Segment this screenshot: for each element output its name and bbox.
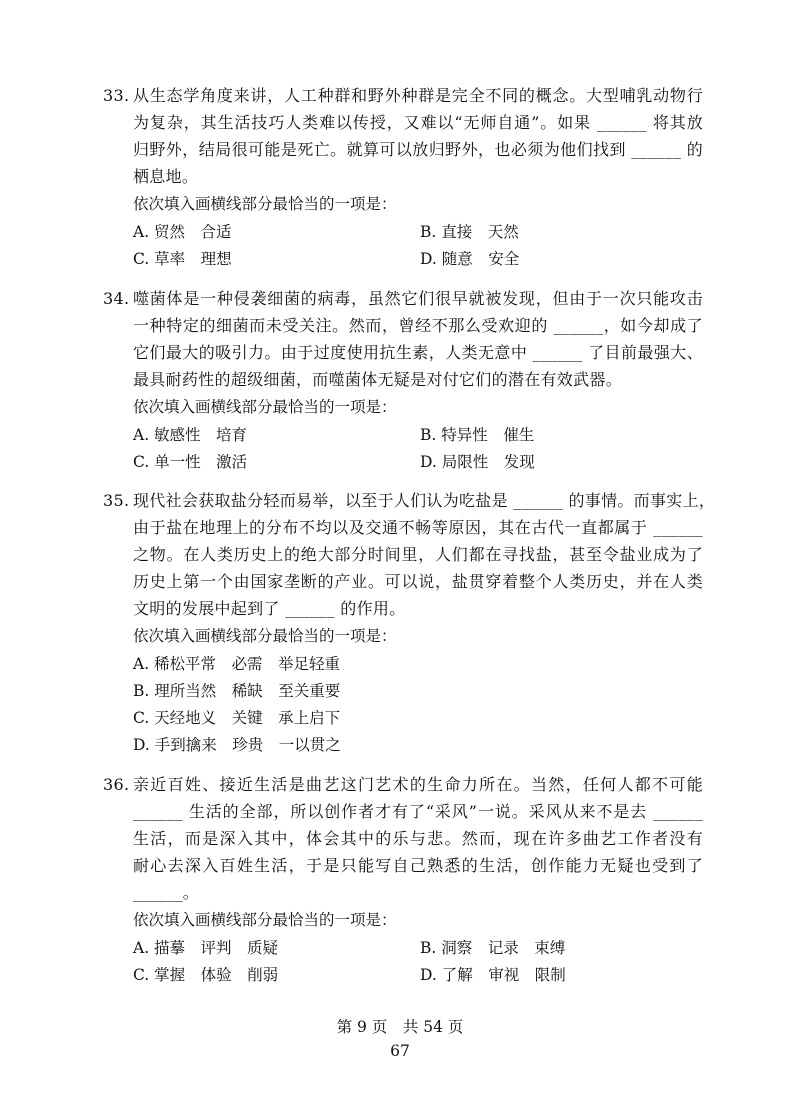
stem-text: 最具耐药性的超级细菌，而噬菌体无疑是对付它们的潜在有效武器。 — [133, 370, 623, 389]
question-stem-line — [103, 568, 703, 595]
stem-text: 亲近百姓、接近生活是曲艺这门艺术的生命力所在。当然，任何人都不可能 — [133, 775, 703, 794]
stem-text: 耐心去深入百姓生活，于是只能写自己熟悉的生活，创作能力无疑也受到了 — [133, 856, 703, 875]
question-prompt: 依次填入画横线部分最恰当的一项是： — [133, 627, 397, 645]
stem-text: 一种特定的细菌而未受关注。然而，曾经不那么受欢迎的 ______，如今却成了 — [133, 316, 703, 335]
question-number: 35. — [103, 491, 130, 510]
option-d: D. 随意 安全 — [420, 250, 520, 268]
question-prompt: 依次填入画横线部分最恰当的一项是： — [133, 911, 397, 929]
option-b: B. 直接 天然 — [420, 223, 519, 241]
question-stem-line — [103, 771, 703, 798]
option-row — [103, 246, 703, 273]
page-count-label: 第 9 页 共 54 页 — [336, 1018, 464, 1036]
question-stem-line — [103, 285, 703, 312]
option-c: C. 掌握 体验 削弱 — [133, 966, 279, 984]
options — [103, 219, 703, 273]
stem-text: ______ 生活的全部，所以创作者才有了“采风”一说。采风从来不是去 ______ — [133, 802, 703, 821]
option-row — [103, 449, 703, 476]
question-number: 34. — [103, 289, 130, 308]
option-row — [103, 962, 703, 989]
stem-text: 由于盐在地理上的分布不均以及交通不畅等原因，其在古代一直都属于 ______ — [133, 518, 703, 537]
option-row — [103, 705, 703, 732]
option-row — [103, 651, 703, 678]
question-stem-line — [103, 825, 703, 852]
question-stem-line — [103, 487, 716, 514]
stem-text: 生活，而是深入其中，体会其中的乐与悲。然而，现在许多曲艺工作者没有 — [133, 829, 703, 848]
option-a: A. 稀松平常 必需 举足轻重 — [133, 655, 341, 673]
option-a: A. 描摹 评判 质疑 — [133, 939, 279, 957]
option-c: C. 单一性 激活 — [133, 453, 248, 471]
option-a: A. 敏感性 培育 — [133, 426, 248, 444]
question-stem-line — [103, 852, 703, 879]
question-stem-line — [103, 339, 703, 366]
question-stem-line — [103, 163, 703, 190]
question-stem-line — [103, 514, 703, 541]
option-d: D. 了解 审视 限制 — [420, 966, 566, 984]
stem-text: 之物。在人类历史上的绝大部分时间里，人们都在寻找盐，甚至令盐业成为了 — [133, 545, 703, 564]
option-b: B. 洞察 记录 束缚 — [420, 939, 566, 957]
option-row — [103, 422, 703, 449]
question-stem-line — [103, 366, 703, 393]
question-33 — [103, 82, 703, 273]
question-stem-line — [103, 541, 703, 568]
question-stem-line — [103, 798, 703, 825]
option-a: A. 贸然 合适 — [133, 223, 232, 241]
stem-text: 历史上第一个由国家垄断的产业。可以说，盐贯穿着整个人类历史，并在人类 — [133, 572, 703, 591]
question-stem-line — [103, 312, 703, 339]
question-number: 36. — [103, 775, 130, 794]
stem-text: 栖息地。 — [133, 167, 199, 186]
stem-text: ______。 — [133, 883, 200, 902]
question-35 — [103, 487, 716, 759]
question-36 — [103, 771, 703, 989]
question-prompt: 依次填入画横线部分最恰当的一项是： — [133, 195, 397, 213]
option-row — [103, 732, 703, 759]
question-stem-line — [103, 136, 703, 163]
option-row — [103, 678, 703, 705]
question-stem-line — [103, 82, 703, 109]
page-number: 67 — [390, 1042, 410, 1060]
stem-text: 现代社会获取盐分轻而易举，以至于人们认为吃盐是 ______ 的事情。而事实上， — [133, 491, 716, 510]
options — [103, 422, 703, 476]
option-c: C. 草率 理想 — [133, 250, 232, 268]
stem-text: 文明的发展中起到了 ______ 的作用。 — [133, 599, 406, 618]
option-b: B. 特异性 催生 — [420, 426, 535, 444]
option-d: D. 手到擒来 珍贵 一以贯之 — [133, 736, 341, 754]
option-d: D. 局限性 发现 — [420, 453, 535, 471]
option-row — [103, 935, 703, 962]
option-b: B. 理所当然 稀缺 至关重要 — [133, 682, 341, 700]
question-prompt: 依次填入画横线部分最恰当的一项是： — [133, 398, 397, 416]
question-stem-line — [103, 595, 703, 622]
stem-text: 它们最大的吸引力。由于过度使用抗生素，人类无意中 ______ 了目前最强大、 — [133, 343, 703, 362]
question-stem-line — [103, 109, 703, 136]
question-number: 33. — [103, 86, 130, 105]
options — [103, 651, 703, 759]
option-c: C. 天经地义 关键 承上启下 — [133, 709, 341, 727]
question-34 — [103, 285, 703, 476]
stem-text: 噬菌体是一种侵袭细菌的病毒，虽然它们很早就被发现，但由于一次只能攻击 — [133, 289, 703, 308]
stem-text: 从生态学角度来讲，人工种群和野外种群是完全不同的概念。大型哺乳动物行 — [133, 86, 703, 105]
question-stem-line — [103, 879, 703, 906]
options — [103, 935, 703, 989]
stem-text: 归野外，结局很可能是死亡。就算可以放归野外，也必须为他们找到 ______ 的 — [133, 140, 703, 159]
stem-text: 为复杂，其生活技巧人类难以传授，又难以“无师自通”。如果 ______ 将其放 — [133, 113, 703, 132]
option-row — [103, 219, 703, 246]
